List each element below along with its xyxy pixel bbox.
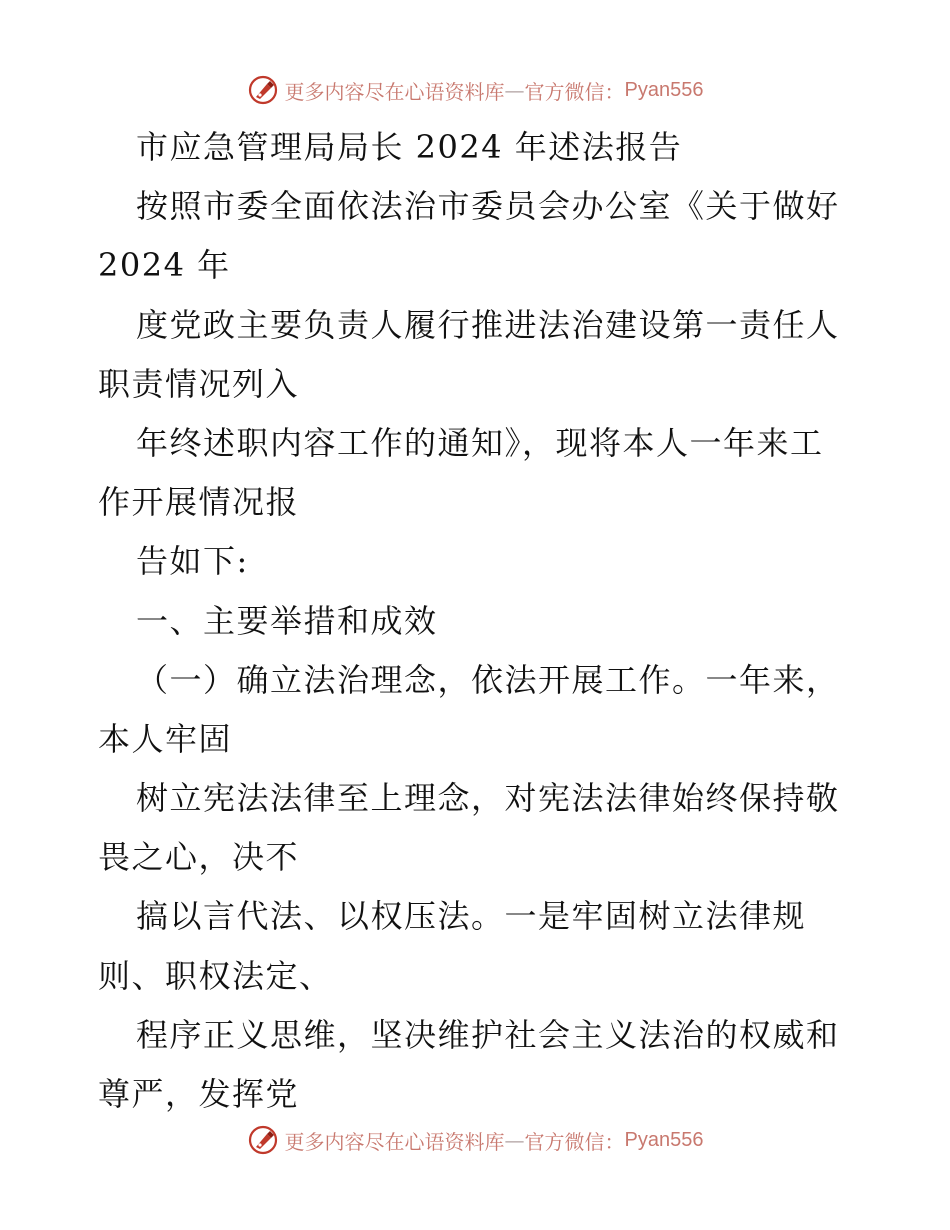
section-heading: 一、主要举措和成效 xyxy=(136,601,438,640)
document-title: 市应急管理局局长 2024 年述法报告 xyxy=(136,128,683,166)
paragraph-line: 畏之心，决不 xyxy=(98,838,300,877)
watermark-separator: — xyxy=(504,1128,525,1152)
paragraph-line: 本人牢固 xyxy=(98,719,233,758)
watermark-wechat-id: Pyan556 xyxy=(624,78,704,101)
watermark-banner-bottom xyxy=(0,1120,950,1160)
pen-nib-seal-icon xyxy=(247,74,279,106)
watermark-text: 更多内容尽在心语资料库 xyxy=(284,79,505,104)
document-body xyxy=(98,118,858,1124)
paragraph-line: 尊严，发挥党 xyxy=(98,1075,300,1113)
pen-nib-seal-icon xyxy=(247,1124,279,1156)
watermark-separator: — xyxy=(504,78,525,102)
paragraph-line: 按照市委全面依法治市委员会办公室《关于做好 xyxy=(136,187,840,226)
watermark-wechat-label: 官方微信： xyxy=(524,1129,625,1154)
paragraph-line: 年终述职内容工作的通知》，现将本人一年来工 xyxy=(136,423,824,462)
paragraph-line: 职责情况列入 xyxy=(98,364,300,403)
paragraph-line: 树立宪法法律至上理念，对宪法法律始终保持敬 xyxy=(136,779,840,818)
paragraph-line: 度党政主要负责人履行推进法治建设第一责任人 xyxy=(136,305,840,344)
watermark-text: 更多内容尽在心语资料库 xyxy=(284,1129,505,1154)
watermark-wechat-id: Pyan556 xyxy=(624,1128,704,1151)
watermark-wechat-label: 官方微信： xyxy=(524,79,625,104)
paragraph-line: 2024 年 xyxy=(98,246,231,285)
paragraph-line: 告如下: xyxy=(136,542,249,581)
subsection-heading-line: （一）确立法治理念，依法开展工作。一年来， xyxy=(136,660,840,699)
paragraph-line: 搞以言代法、以权压法。一是牢固树立法律规 xyxy=(136,897,807,936)
paragraph-line: 程序正义思维，坚决维护社会主义法治的权威和 xyxy=(136,1015,840,1054)
paragraph-line: 作开展情况报 xyxy=(98,483,300,522)
paragraph-line: 则、职权法定、 xyxy=(98,956,333,995)
watermark-banner-top xyxy=(0,70,950,110)
